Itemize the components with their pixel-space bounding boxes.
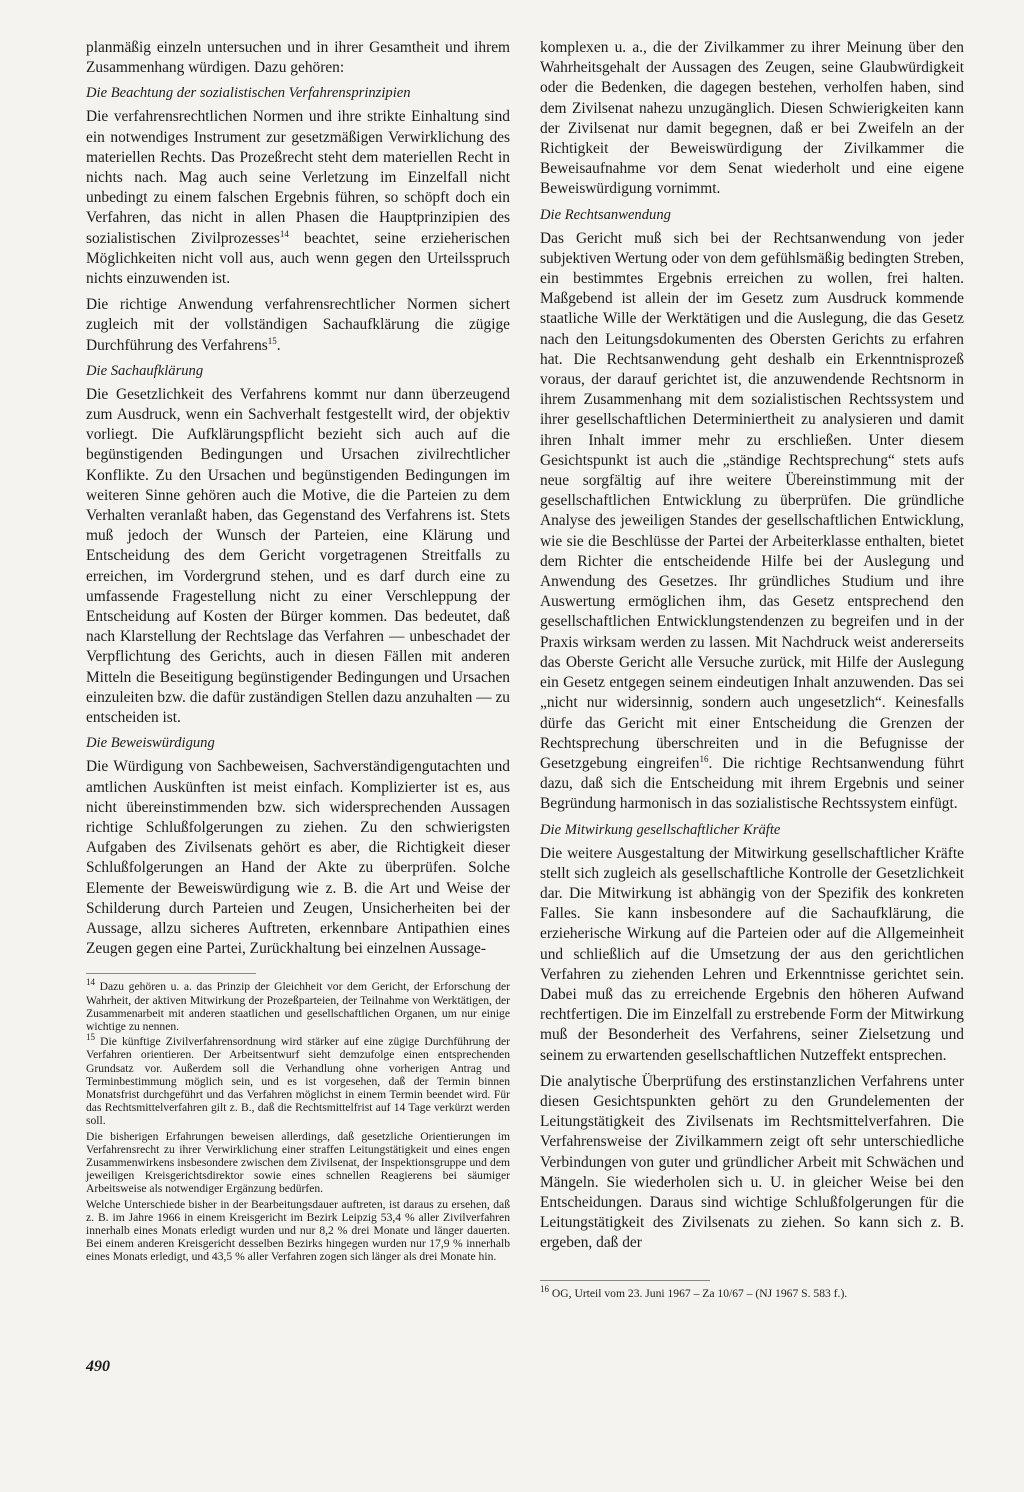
page-number: 490 (86, 1358, 110, 1375)
paragraph (540, 229, 964, 815)
section-heading: Die Sachaufklärung (86, 362, 204, 379)
paragraph-text: . Die richtige Rechtsanwendung führt dazu, daß sich die Entscheidung mit ihrem Ergebnis und seiner Begründung harmonisch in das sozialistische Rechtssystem einfügt. (540, 754, 964, 813)
section-heading: Die Mitwirkung gesellschaftlicher Kräfte (540, 821, 781, 838)
footnotes (540, 1280, 964, 1300)
footnote-text: Dazu gehören u. a. das Prinzip der Gleichheit vor dem Gericht, der Erforschung der Wahrheit, der aktiven Mitwirkung der Prozeßparteien, der Teilnahme von Werktätigen, der Zusammenarbeit mit anderen staatlichen und gesellschaftlichen Organen, um nur einige wichtige zu nennen. (86, 980, 510, 1033)
footnote-text: OG, Urteil vom 23. Juni 1967 – Za 10/67 – (NJ 1967 S. 583 f.). (549, 1286, 848, 1300)
footnote-text: Die künftige Zivilverfahrensordnung wird stärker auf eine zügige Durchführung der Verfahren orientieren. Der Arbeitsentwurf sieht demzufolge einen entsprechenden Grundsatz vor. Außerdem soll die Verhandlung ohne vorherigen Antrag und Terminbestimmung möglich sein, und es ist vorgesehen, daß der Termin binnen Monatsfrist durchgeführt und das Verfahren möglichst in einem Termin beendet wird. Für das Rechtsmittelverfahren gilt z. B., daß die Rechtsmittelfrist auf 14 Tage verkürzt werden soll. (86, 1035, 510, 1128)
footnote (86, 1198, 510, 1264)
paragraph: komplexen u. a., die der Zivilkammer zu ihrer Meinung über den Wahrheitsgehalt der Aussagen des Zeugen, seine Glaubwürdigkeit oder die Bedenken, die dagegen bestehen, verholfen haben, sind dem Zivilsenat nahezu unzugänglich. Diesen Schwierigkeiten kann der Zivilsenat nur damit begegnen, daß er bei Zweifeln an der Richtigkeit der Beweiswürdigung der Zivilkammer die Beweisaufnahme vor dem Senat wiederholt und eine eigene Beweiswürdigung vornimmt. (540, 39, 964, 198)
section-heading: Die Beweiswürdigung (86, 735, 215, 752)
footnote-text: Die bisherigen Erfahrungen beweisen allerdings, daß gesetzliche Orientierungen im Verfahrensrecht zu ihrer Verwirklichung einer straffen Leitungstätigkeit und eines engen Zusammenwirkens insbesondere zwischen dem Zivilsenat, der Inspektionsgruppe und dem jeweiligen Kreisgerichtsdirektor sowie eines schnellen Reagierens bei säumiger Arbeitsweise als notwendiger Ergänzung bedürfen. (86, 1129, 510, 1196)
footnote-divider (540, 1280, 710, 1281)
footnote-number: 14 (86, 977, 95, 988)
footnote-divider (86, 973, 256, 974)
paragraph: planmäßig einzeln untersuchen und in ihrer Gesamtheit und ihrem Zusammenhang würdigen. Dazu gehören: (86, 39, 510, 77)
paragraph: Die weitere Ausgestaltung der Mitwirkung gesellschaftlicher Kräfte stellt sich zugleich als gesellschaftliche Kontrolle der Gesetzlichkeit dar. Die Mitwirkung ist abhängig von der Spezifik des konkreten Falles. Sie kann insbesondere auf die Sachaufklärung, die erzieherische Wirkung auf die Parteien oder auf die Allgemeinheit und schließlich auf die Umsetzung der aus den gerichtlichen Verfahren zu ziehenden Lehren und Erkenntnisse gerichtet sein. Dabei muß das zu erreichende Ergebnis den höheren Aufwand rechtfertigen. Die im Einzelfall zu erstrebende Form der Mitwirkung muß der Besonderheit des Verfahrens, seiner Zielsetzung und seinem zu erwartenden gesellschaftlichen Nutzeffekt entsprechen. (540, 844, 964, 1064)
paragraph-text: beachtet, seine erzieherischen Möglichkeiten nicht voll aus, auch wenn gegen den Urteilsspruch nichts einzuwenden ist. (86, 229, 510, 288)
paragraph (86, 295, 510, 356)
footnote-ref: 14 (279, 228, 289, 239)
paragraph: Die Würdigung von Sachbeweisen, Sachverständigengutachten und amtlichen Auskünften ist meist einfach. Komplizierter ist es, aus nicht übereinstimmenden bzw. sich widersprechenden Aussagen richtige Schlußfolgerungen zu ziehen. Zu den schwierigsten Aufgaben des Zivilsenats gehört es aber, die Richtigkeit dieser Schlußfolgerungen an Hand der Akte zu überprüfen. Solche Elemente der Beweiswürdigung wie z. B. die Art und Weise der Schilderung durch Parteien und Zeugen, Unsicherheiten bei der Aussage, allzu sicheres Auftreten, erkennbare Antipathien eines Zeugen gegen eine Partei, Zurückhaltung bei einzelnen Aussage- (86, 758, 510, 958)
footnote (86, 1032, 510, 1128)
section-heading: Die Beachtung der sozialistischen Verfahrensprinzipien (86, 85, 411, 102)
left-column (86, 38, 510, 1264)
footnote-number: 16 (540, 1283, 549, 1294)
footnote-ref: 15 (267, 335, 277, 346)
paragraph-text: Die richtige Anwendung verfahrensrechtlicher Normen sichert zugleich mit der vollständigen Sachaufklärung die zügige Durchführung des Verfahrens (86, 296, 510, 354)
footnote-number: 15 (86, 1032, 95, 1043)
footnote (86, 977, 510, 1033)
paragraph-text: Das Gericht muß sich bei der Rechtsanwendung von jeder subjektiven Wertung oder von dem gefühlsmäßig bedingten Streben, ein bestimmtes Ergebnis erreichen zu wollen, frei halten. Maßgebend ist allein der im Gesetz zum Ausdruck kommende staatliche Wille der Werktätigen und die Auslegung, die das Gesetz nach den Leitungsdokumenten des Obersten Gerichts zu erfahren hat. Die Rechtsanwendung geht deshalb ein Erkenntnisprozeß voraus, der darauf gerichtet ist, die anzuwendende Rechtsnorm in ihrem Zusammenhang mit dem sozialistischen Rechtssystem und ihrer gesellschaftlichen Determiniertheit zu analysieren und damit ihren Inhalt immer mehr zu erschließen. Unter diesem Gesichtspunkt ist auch die „ständige Rechtsprechung“ stets aufs neue sorgfältig auf ihre weitere Übereinstimmung mit der gesellschaftlichen Entwicklung zu überprüfen. Die gründliche Analyse des jeweiligen Standes der gesellschaftlichen Entwicklung, wie sie die Beschlüsse der Partei der Arbeiterklasse enthalten, bietet dem Richter die entscheidende Hilfe bei der Auslegung und Anwendung des Gesetzes. Ihr gründliches Studium und ihre Auswertung ermöglichen ihm, das Gesetz entsprechend den gesellschaftlichen Entwicklungstendenzen zu begreifen und in der Praxis wirksam werden zu lassen. Mit Nachdruck weist andererseits das Oberste Gericht alle Versuche zurück, mit Hilfe der Auslegung ein Gesetz entgegen seinem eindeutigen Inhalt anzuwenden. Das sei „nicht nur widersinnig, sondern auch ungesetzlich“. Keinesfalls dürfe das Gericht mit einer Entscheidung die Grenzen der Rechtsprechung überschreiten und in die Befugnisse der Gesetzgebung eingreifen (540, 229, 964, 772)
footnote (86, 1130, 510, 1196)
paragraph-text: Die verfahrensrechtlichen Normen und ihre strikte Einhaltung sind ein notwendiges Instrument zur gesetzmäßigen Verwirklichung des materiellen Rechts. Das Prozeßrecht steht dem materiellen Recht in nichts nach. Mag auch seine Verletzung im Einzelfall nicht unbedingt zu einem falschen Ergebnis führen, so schöpft doch ein Verfahren, das nicht in allen Phasen die Hauptprinzipien des sozialistischen Zivilprozesses (86, 108, 510, 247)
right-column (540, 38, 964, 1300)
footnote-ref: 16 (699, 753, 709, 764)
section-heading: Die Rechtsanwendung (540, 206, 671, 223)
paragraph-text: . (276, 336, 281, 354)
paragraph: Die Gesetzlichkeit des Verfahrens kommt nur dann überzeugend zum Ausdruck, wenn ein Sachverhalt festgestellt wird, der objektiv vorliegt. Die Aufklärungspflicht bezieht sich auch auf die begünstigenden Bedingungen und Ursachen zivilrechtlicher Konflikte. Zu den Ursachen und begünstigenden Bedingungen im weiteren Sinne gehören auch die Motive, die die Parteien zu dem Verhalten veranlaßt haben, das Gegenstand des Verfahrens ist. Stets muß jedoch der Wunsch der Parteien, eine Klärung und Entscheidung des dem Gericht vorgetragenen Streitfalls zu erreichen, im Vordergrund stehen, und es darf durch eine zu umfassende Fragestellung nicht zu einer Verschleppung der Entscheidung auf Kosten der Bürger kommen. Das bedeutet, daß nach Klarstellung der Rechtslage das Verfahren — unbeschadet der Verpflichtung des Gerichts, auch in diesen Fällen mit anderen Mitteln die Beseitigung begünstigender Bedingungen und Ursachen einzuleiten bzw. die dafür zuständigen Stellen dazu anzuhalten — zu entscheiden ist. (86, 385, 510, 727)
footnotes (86, 973, 510, 1263)
paragraph: Die analytische Überprüfung des erstinstanzlichen Verfahrens unter diesen Gesichtspunkten gehört zu den Grundelementen der Leitungstätigkeit des Zivilsenats im Rechtsmittelverfahren. Die Verfahrensweise der Zivilkammern zeigt oft sehr unterschiedliche Verbindungen von guter und gründlicher Arbeit mit Schwächen und Mängeln. Sie wiederholen sich u. U. in gleicher Weise bei den Entscheidungen. Daraus sind wichtige Schlußfolgerungen für die Leitungstätigkeit des Zivilsenats zu ziehen. So kann sich z. B. ergeben, daß der (540, 1072, 964, 1252)
paragraph (86, 107, 510, 289)
footnote-text: Welche Unterschiede bisher in der Bearbeitungsdauer auftreten, ist daraus zu ersehen, daß z. B. im Jahre 1966 in einem Kreisgericht im Bezirk Leipzig 53,4 % aller Zivilverfahren innerhalb eines Monats erledigt wurden und nur 8,2 % drei Monate und länger dauerten. Bei einem anderen Kreisgericht desselben Bezirks hingegen wurden nur 17,9 % innerhalb eines Monats erledigt, und 43,5 % aller Verfahren zogen sich länger als drei Monate hin. (86, 1197, 510, 1264)
footnote (540, 1283, 964, 1300)
